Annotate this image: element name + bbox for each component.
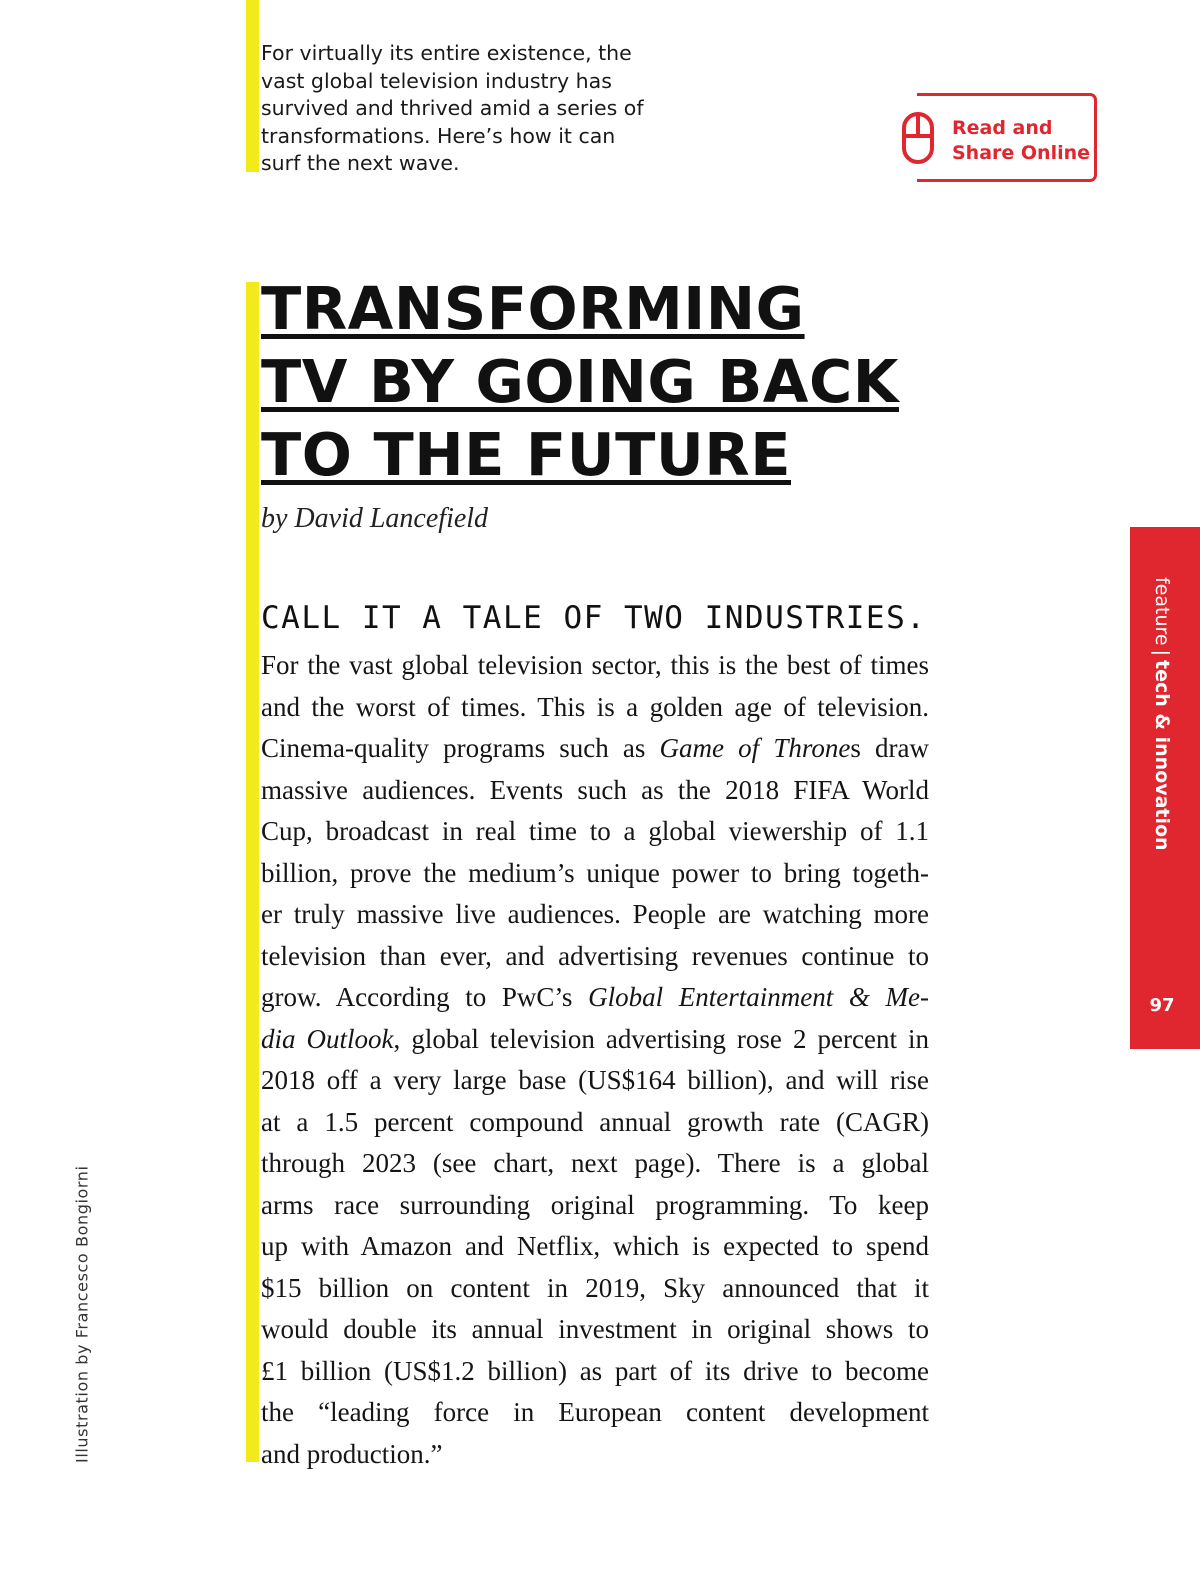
body-line: at a 1.5 percent compound annual growth rate (CAGR) — [261, 1106, 929, 1137]
body-line — [261, 1019, 929, 1061]
frame-segment — [917, 93, 927, 96]
mouse-icon — [901, 111, 935, 165]
read-label-line: Read and — [952, 117, 1053, 139]
body-line — [261, 977, 929, 1019]
body-line: up with Amazon and Netflix, which is expected to spend — [261, 1231, 929, 1261]
title-line: TO THE FUTURE — [261, 420, 792, 489]
body-text-run: grow. According to PwC’s — [261, 982, 589, 1012]
body-text-run: Cinema-quality programs such as — [261, 733, 660, 763]
deck-line: vast global television industry has — [261, 68, 612, 93]
section-separator: | — [1151, 649, 1173, 657]
deck-line: surf the next wave. — [261, 151, 460, 175]
article-title — [261, 272, 899, 491]
body-line: $15 billion on content in 2019, Sky announced that it — [261, 1272, 929, 1303]
frame-segment — [917, 179, 927, 182]
body-line: £1 billion (US$1.2 billion) as part of its drive to become — [261, 1355, 929, 1386]
article-deck — [261, 40, 661, 178]
title-line: TV BY GOING BACK — [261, 347, 899, 416]
page-number: 97 — [1149, 995, 1175, 1016]
title-line: TRANSFORMING — [261, 274, 805, 343]
italic-title-run: dia Outlook — [261, 1023, 394, 1054]
body-line: arms race surrounding original programming. To keep — [261, 1189, 929, 1220]
body-line: and the worst of times. This is a golden age of television. — [261, 691, 929, 722]
body-line: 2018 off a very large base (US$164 billion), and will rise — [261, 1065, 929, 1095]
body-text-run: s draw — [850, 733, 929, 763]
byline: by David Lancefield — [261, 503, 489, 534]
deck-line: For virtually its entire existence, the — [261, 41, 632, 65]
article-body — [261, 645, 929, 1475]
section-name: feature — [1151, 577, 1173, 646]
italic-title-run: Game of Throne — [659, 733, 851, 763]
body-text-run: , global television advertising rose 2 percent in — [393, 1023, 929, 1054]
read-label-line: Share Online — [952, 142, 1091, 164]
yellow-accent-bar-top — [246, 0, 259, 172]
yellow-accent-bar-main — [246, 282, 259, 1462]
body-line: through 2023 (see chart, next page). There is a global — [261, 1148, 929, 1178]
deck-line: survived and thrived amid a series of — [261, 96, 644, 120]
body-line: For the vast global television sector, this is the best of times — [261, 650, 929, 680]
body-line: er truly massive live audiences. People are watching more — [261, 899, 929, 929]
lead-in: CALL IT A TALE OF TWO INDUSTRIES. — [261, 600, 927, 636]
deck-line: transformations. Here’s how it can — [261, 123, 616, 148]
read-share-online-label[interactable] — [952, 116, 1092, 166]
illustration-credit: Illustration by Francesco Bongiorni — [72, 1165, 92, 1463]
body-line: billion, prove the medium’s unique power to bring togeth- — [261, 857, 929, 888]
body-line: would double its annual investment in original shows to — [261, 1314, 929, 1344]
body-line: television than ever, and advertising revenues continue to — [261, 940, 929, 971]
section-label — [1151, 577, 1173, 851]
body-line: and production.” — [261, 1438, 443, 1469]
italic-title-run: Global Entertainment & Me- — [588, 982, 929, 1012]
section-topic: tech & innovation — [1151, 660, 1173, 851]
body-line: the “leading force in European content development — [261, 1397, 929, 1427]
body-line — [261, 728, 929, 770]
body-line: massive audiences. Events such as the 2018 FIFA World — [261, 774, 929, 805]
body-line: Cup, broadcast in real time to a global viewership of 1.1 — [261, 816, 929, 846]
